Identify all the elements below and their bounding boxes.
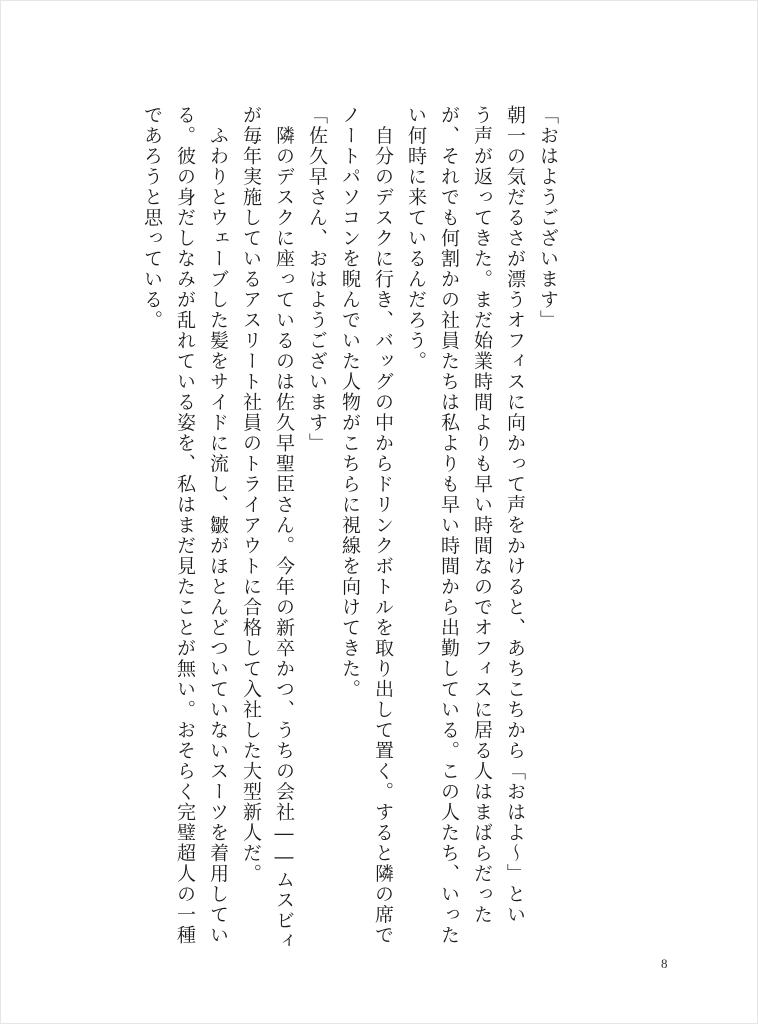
text-line: 朝一の気だるさが漂うオフィスに向かって声をかけると、あちこちから「おはよ～」とい <box>504 105 526 925</box>
text-line: であろうと思っている。 <box>141 105 163 331</box>
text-line: 「佐久早さん、おはようございます」 <box>306 105 328 454</box>
text-line: い何時に来ているんだろう。 <box>405 105 427 372</box>
page-number: 8 <box>661 956 668 971</box>
text-line: 隣のデスクに座っているのは佐久早聖臣さん。今年の新卒かつ、うちの会社――ムスビィ <box>273 105 295 952</box>
text-line: 「おはようございます」 <box>537 105 559 331</box>
text-line: う声が返ってきた。まだ始業時間よりも早い時間なのでオフィスに居る人はまばらだった <box>471 105 493 925</box>
vertical-text-body <box>135 105 564 995</box>
text-line: ふわりとウェーブした髪をサイドに流し、皺がほとんどついていないスーツを着用してい <box>207 105 229 946</box>
text-line: る。彼の身だしなみが乱れている姿を、私はまだ見たことが無い。おそらく完璧超人の一種 <box>174 105 196 946</box>
text-line: が、それでも何割かの社員たちは私よりも早い時間から出勤している。この人たち、いった <box>438 105 460 946</box>
text-line: が毎年実施しているアスリート社員のトライアウトに合格して入社した大型新人だ。 <box>240 105 262 884</box>
text-line: ノートパソコンを睨んでいた人物がこちらに視線を向けてきた。 <box>339 105 361 700</box>
text-line: 自分のデスクに行き、バッグの中からドリンクボトルを取り出して置く。すると隣の席で <box>372 105 394 946</box>
